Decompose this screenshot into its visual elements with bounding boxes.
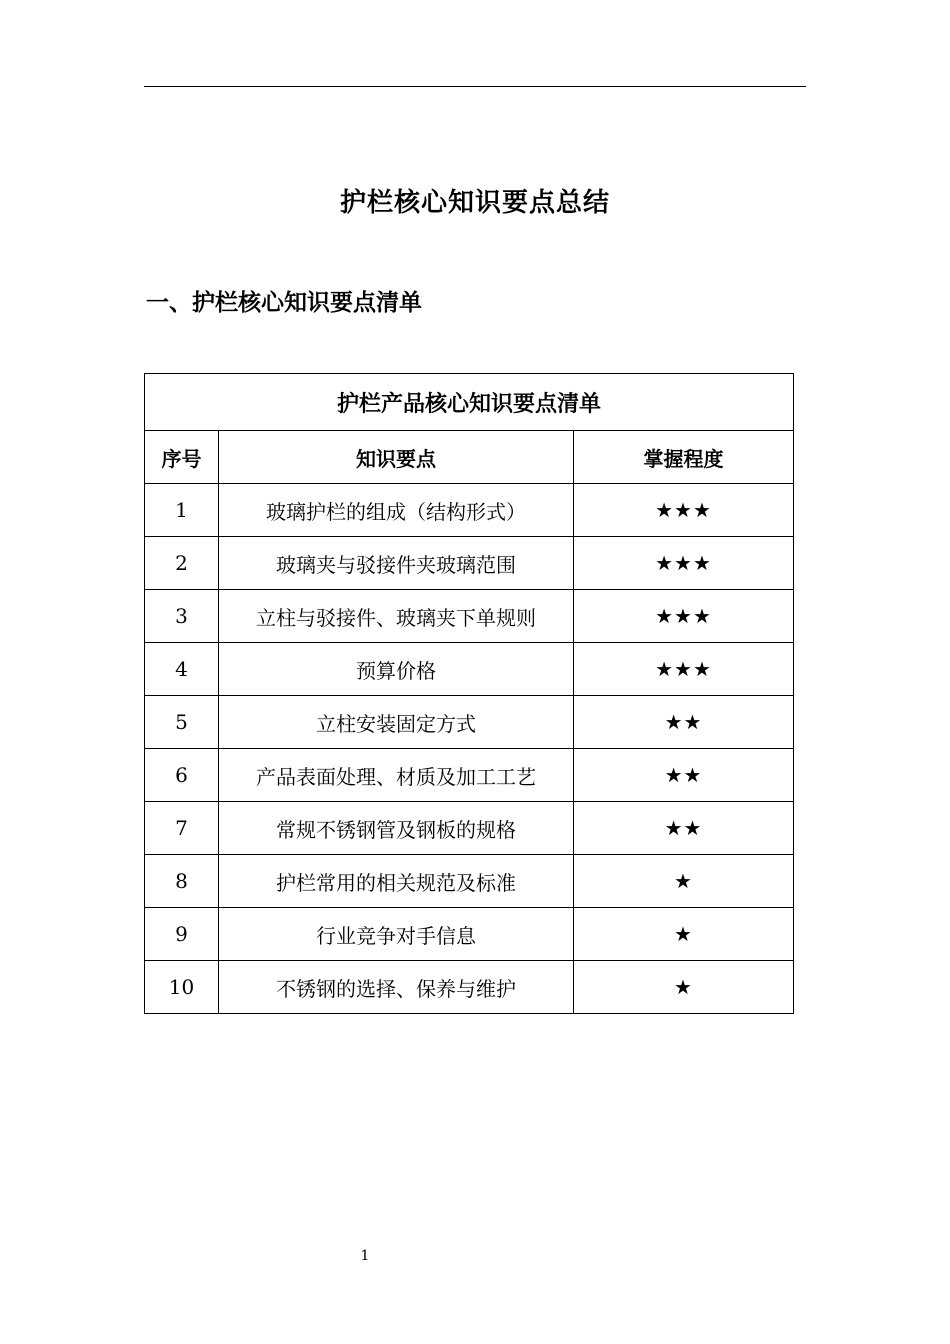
cell-no: 3 bbox=[145, 590, 219, 643]
header-no: 序号 bbox=[145, 431, 219, 484]
mastery-stars: ★ bbox=[574, 961, 794, 1014]
table-row bbox=[145, 537, 794, 590]
table-row bbox=[145, 696, 794, 749]
cell-no: 10 bbox=[145, 961, 219, 1014]
document-title: 护栏核心知识要点总结 bbox=[339, 188, 610, 218]
cell-point: 不锈钢的选择、保养与维护 bbox=[219, 961, 574, 1014]
cell-point: 玻璃护栏的组成（结构形式） bbox=[219, 484, 574, 537]
table-row bbox=[145, 749, 794, 802]
mastery-stars: ★★★ bbox=[574, 643, 794, 696]
cell-no: 7 bbox=[145, 802, 219, 855]
cell-point: 立柱安装固定方式 bbox=[219, 696, 574, 749]
page-number: 1 bbox=[360, 1248, 370, 1264]
cell-no: 4 bbox=[145, 643, 219, 696]
cell-no: 1 bbox=[145, 484, 219, 537]
cell-point: 产品表面处理、材质及加工工艺 bbox=[219, 749, 574, 802]
cell-no: 6 bbox=[145, 749, 219, 802]
mastery-stars: ★★ bbox=[574, 802, 794, 855]
header-rule bbox=[144, 86, 806, 87]
cell-point: 预算价格 bbox=[219, 643, 574, 696]
section-heading: 一、护栏核心知识要点清单 bbox=[146, 290, 422, 316]
table-row bbox=[145, 484, 794, 537]
cell-no: 2 bbox=[145, 537, 219, 590]
cell-no: 8 bbox=[145, 855, 219, 908]
table-row bbox=[145, 855, 794, 908]
knowledge-table bbox=[144, 373, 794, 1014]
table-row bbox=[145, 590, 794, 643]
cell-no: 5 bbox=[145, 696, 219, 749]
table-row bbox=[145, 961, 794, 1014]
mastery-stars: ★★ bbox=[574, 696, 794, 749]
table-row bbox=[145, 802, 794, 855]
cell-no: 9 bbox=[145, 908, 219, 961]
table-header-row bbox=[145, 431, 794, 484]
cell-point: 玻璃夹与驳接件夹玻璃范围 bbox=[219, 537, 574, 590]
table-row bbox=[145, 908, 794, 961]
mastery-stars: ★★★ bbox=[574, 537, 794, 590]
mastery-stars: ★★★ bbox=[574, 590, 794, 643]
cell-point: 立柱与驳接件、玻璃夹下单规则 bbox=[219, 590, 574, 643]
header-point: 知识要点 bbox=[219, 431, 574, 484]
mastery-stars: ★★★ bbox=[574, 484, 794, 537]
cell-point: 常规不锈钢管及钢板的规格 bbox=[219, 802, 574, 855]
mastery-stars: ★ bbox=[574, 908, 794, 961]
mastery-stars: ★★ bbox=[574, 749, 794, 802]
header-level: 掌握程度 bbox=[574, 431, 794, 484]
table-caption: 护栏产品核心知识要点清单 bbox=[145, 374, 794, 431]
cell-point: 行业竞争对手信息 bbox=[219, 908, 574, 961]
mastery-stars: ★ bbox=[574, 855, 794, 908]
table-row bbox=[145, 643, 794, 696]
cell-point: 护栏常用的相关规范及标准 bbox=[219, 855, 574, 908]
